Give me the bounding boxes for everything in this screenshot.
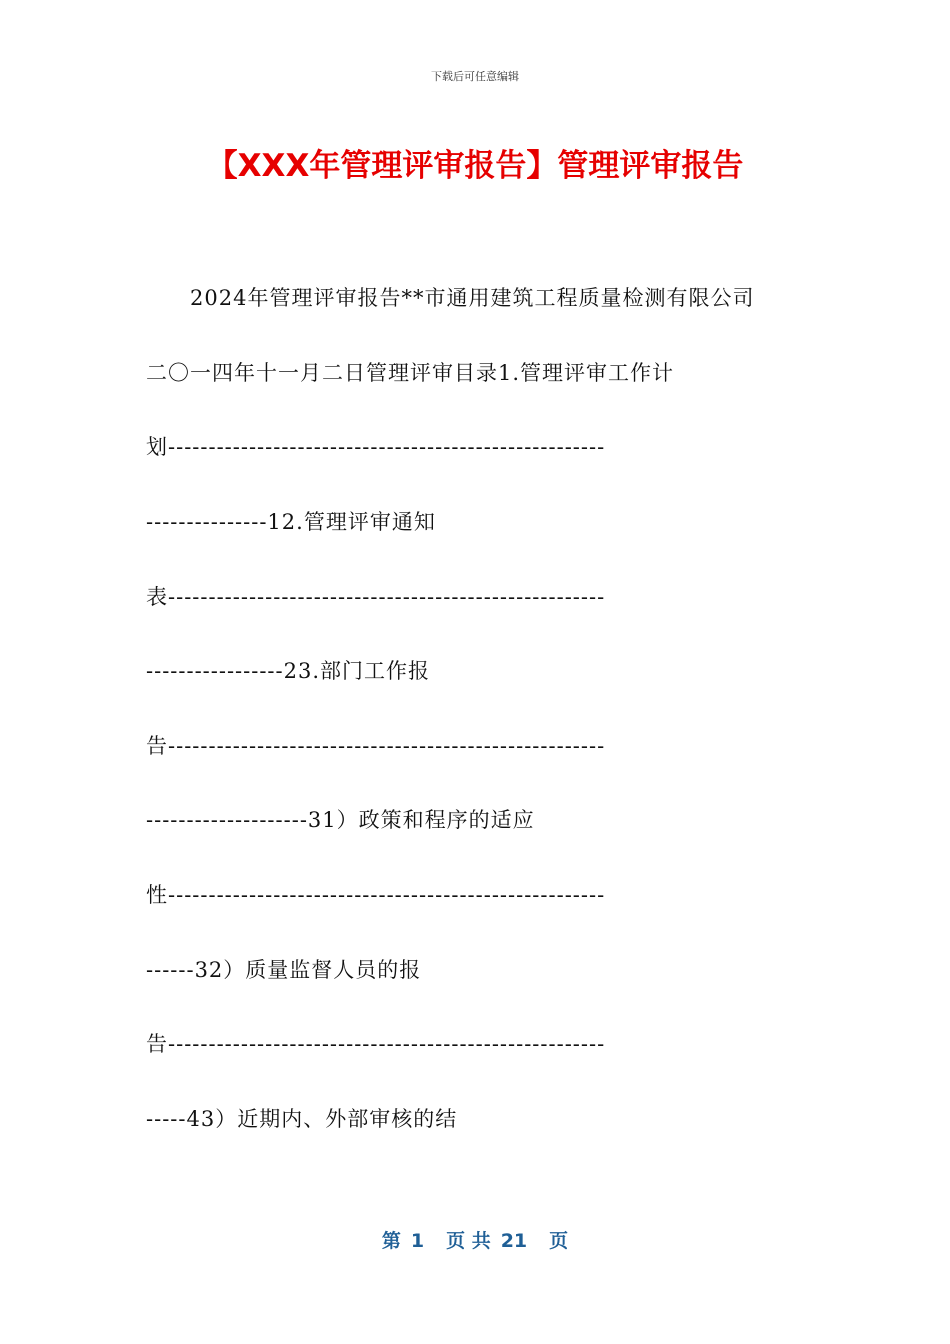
body-line-toc-start: 二〇一四年十一月二日管理评审目录1.管理评审工作计 [146,361,675,385]
footer-total-pages: 21 [500,1230,528,1252]
footer-page-suffix: 页 [549,1230,569,1252]
body-line-toc-item: -----43）近期内、外部审核的结 [146,1107,458,1131]
body-line-toc-leader: 表------------------------------------------------------ [146,585,606,609]
footer-page-mid: 页 共 [446,1230,491,1252]
page-footer [0,1226,950,1253]
body-line-toc-item: ---------------12.管理评审通知 [146,510,436,534]
body-line-toc-item: --------------------31）政策和程序的适应 [146,808,535,832]
body-line-toc-leader: 告------------------------------------------------------ [146,734,606,758]
document-title: 【XXX年管理评审报告】管理评审报告 [206,148,744,184]
body-line-toc-item: ------32）质量监督人员的报 [146,958,422,982]
body-line-toc-leader: 划------------------------------------------------------ [146,435,606,459]
body-line-toc-leader: 告------------------------------------------------------ [146,1032,606,1056]
body-line-intro: 2024年管理评审报告**市通用建筑工程质量检测有限公司 [190,286,755,310]
header-note: 下载后可任意编辑 [431,70,519,83]
body-line-toc-item: -----------------23.部门工作报 [146,659,431,683]
footer-page-number: 1 [410,1230,425,1252]
footer-page-prefix: 第 [381,1230,401,1252]
body-line-toc-leader: 性------------------------------------------------------ [146,883,606,907]
